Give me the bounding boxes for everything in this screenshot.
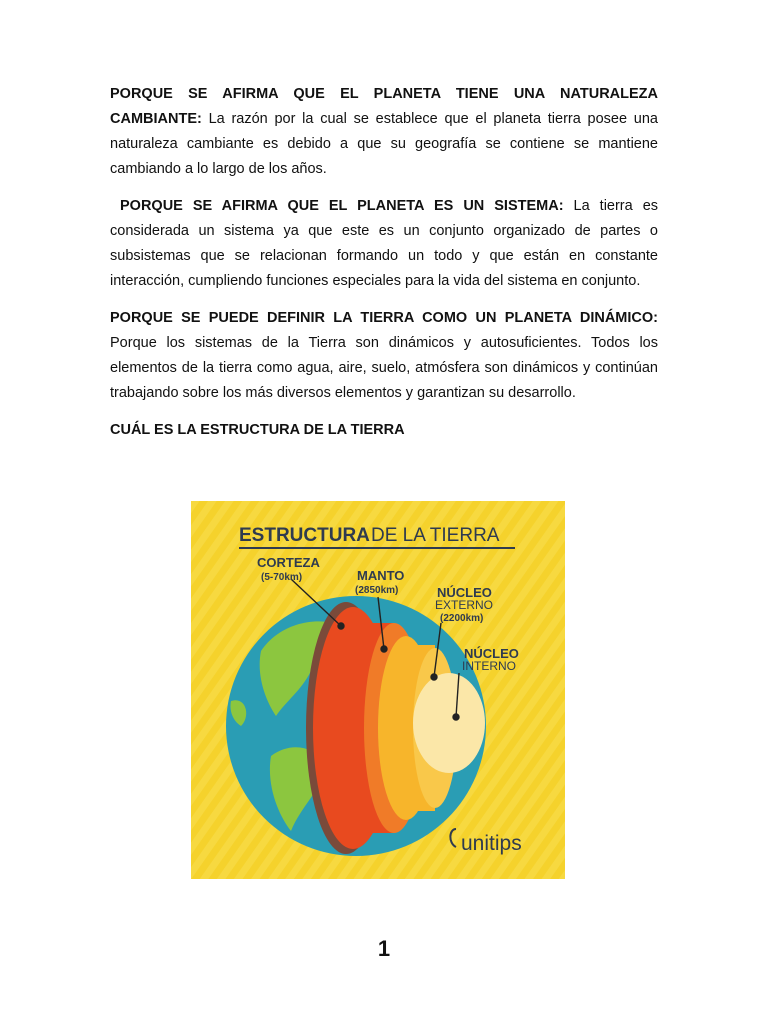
figure-title-bold: ESTRUCTURA — [239, 525, 370, 546]
inner-core-dot — [453, 714, 459, 720]
section-sistema — [110, 194, 658, 294]
section-heading: PORQUE SE AFIRMA QUE EL PLANETA TIENE UNA NATURALEZA CAMBIANTE: — [110, 86, 658, 127]
outer-core-dot — [431, 674, 437, 680]
page-number: 1 — [377, 936, 391, 961]
figure-title-light: DE LA TIERRA — [371, 525, 500, 546]
mantle-size: (2850km) — [355, 585, 399, 596]
structure-heading: CUÁL ES LA ESTRUCTURA DE LA TIERRA — [110, 422, 405, 438]
inner-core-sub: INTERNO — [462, 659, 516, 673]
mantle-dot — [381, 646, 387, 652]
section-dinamico — [110, 306, 658, 406]
section-body: Porque los sistemas de la Tierra son dinámicos y autosuficientes. Todos los elementos de la tierra como agua, aire, suelo, atmósfera son dinámicos y continúan trabajando sobre los más diversos elementos y garantizan su desarrollo. — [110, 335, 658, 401]
figure-title-underline — [239, 547, 515, 549]
outer-core-sub: EXTERNO — [435, 598, 494, 612]
brand-logo — [450, 829, 521, 855]
section-body: La tierra es considerada un sistema ya que este es un conjunto organizado de partes o subsistemas que se relacionan formando un todo y que están en constante interacción, cumpliendo funciones especiales para la vida del sistema en conjunto. — [110, 198, 659, 289]
brand-name: unitips — [461, 832, 522, 855]
section-heading: PORQUE SE PUEDE DEFINIR LA TIERRA COMO UN PLANETA DINÁMICO: — [110, 310, 658, 326]
crust-dot — [338, 623, 344, 629]
section-body: La razón por la cual se establece que el planeta tierra posee una naturaleza cambiante es debido a que su geografía se contiene se mantiene cambiando a lo largo de los años. — [110, 111, 658, 177]
mantle-label: MANTO — [357, 568, 405, 583]
document-body — [110, 82, 658, 440]
crust-label: CORTEZA — [257, 555, 320, 570]
crust-size: (5-70km) — [261, 572, 303, 583]
outer-core-size: (2200km) — [440, 613, 484, 624]
inner-core-label: NÚCLEO — [464, 646, 519, 661]
inner-core — [413, 673, 485, 773]
earth-structure-illustration — [191, 501, 565, 879]
section-cambiante — [110, 82, 658, 182]
section-heading: PORQUE SE AFIRMA QUE EL PLANETA ES UN SISTEMA: — [120, 198, 564, 214]
earth-structure-figure — [191, 501, 565, 879]
outer-core-label: NÚCLEO — [437, 585, 492, 600]
